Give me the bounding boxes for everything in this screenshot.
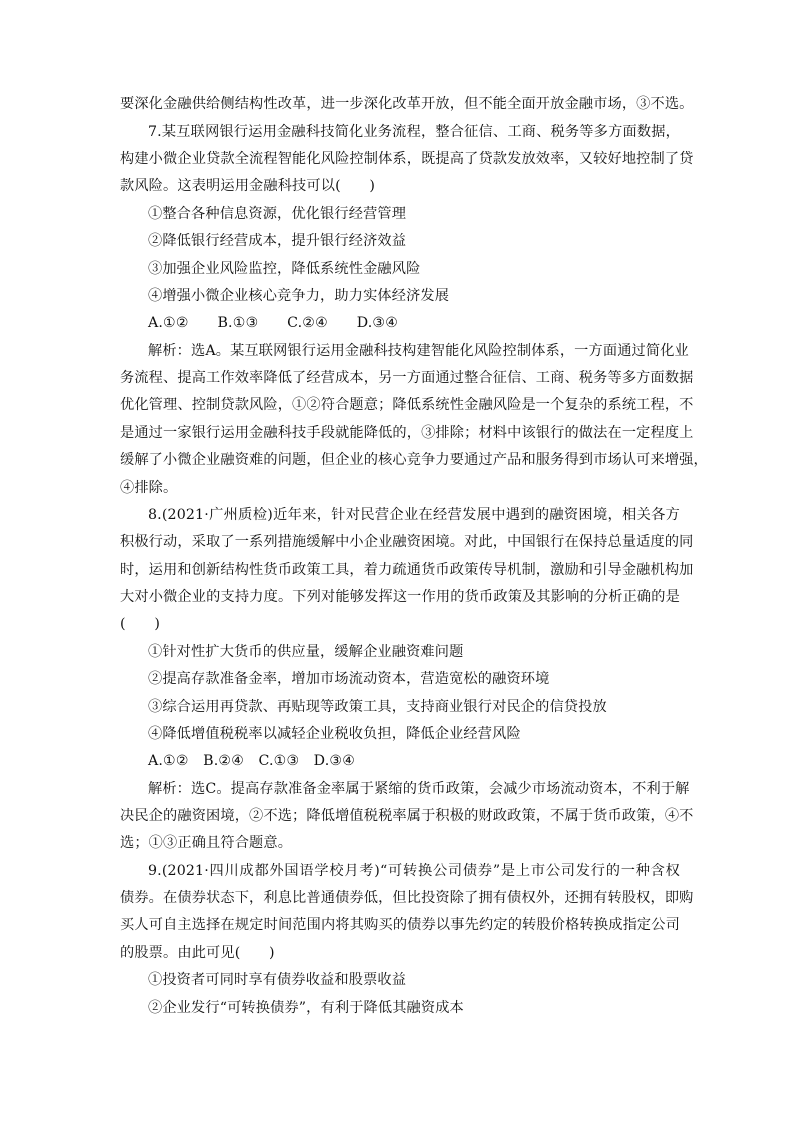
q7-analysis-line-6: ④排除。 <box>120 480 178 496</box>
q8-choices: A.①② B.②④ C.①③ D.③④ <box>148 753 356 769</box>
q8-stem-line-1: 8.(2021·广州质检)近年来，针对民营企业在经营发展中遇到的融资困境，相关各方 <box>148 507 680 523</box>
q7-option-2: ②降低银行经营成本，提升银行经济效益 <box>148 233 407 249</box>
q8-stem-line-4: 大对小微企业的支持力度。下列对能够发挥这一作用的货币政策及其影响的分析正确的是 <box>120 589 680 605</box>
q9-stem-line-2: 债券。在债券状态下，利息比普通债券低，但比投资除了拥有债权外，还拥有转股权，即购 <box>120 890 694 906</box>
q9-stem-line-1: 9.(2021·四川成都外国语学校月考)“可转换公司债券”是上市公司发行的一种含权 <box>148 863 680 879</box>
q7-option-3: ③加强企业风险监控，降低系统性金融风险 <box>148 261 421 277</box>
prev-analysis-line: 要深化金融供给侧结构性改革，进一步深化改革开放，但不能全面开放金融市场，③不选。 <box>120 96 694 112</box>
q8-option-1: ①针对性扩大货币的供应量，缓解企业融资难问题 <box>148 644 464 660</box>
q8-analysis-line-3: 选；①③正确且符合题意。 <box>120 835 293 851</box>
q7-analysis-line-3: 优化管理、控制贷款风险，①②符合题意；降低系统性金融风险是一个复杂的系统工程，不 <box>120 397 694 413</box>
q7-stem-line-2: 构建小微企业贷款全流程智能化风险控制体系，既提高了贷款发放效率，又较好地控制了贷 <box>120 151 694 167</box>
q9-option-1: ①投资者可同时享有债券收益和股票收益 <box>148 972 407 988</box>
q7-stem-line-3: 款风险。这表明运用金融科技可以( ) <box>120 178 376 194</box>
q7-analysis-line-2: 务流程、提高工作效率降低了经营成本，另一方面通过整合征信、工商、税务等多方面数据 <box>120 370 694 386</box>
q7-stem-line-1: 7.某互联网银行运用金融科技简化业务流程，整合征信、工商、税务等多方面数据， <box>148 124 680 140</box>
q7-option-1: ①整合各种信息资源，优化银行经营管理 <box>148 206 407 222</box>
q7-choices: A.①② B.①③ C.②④ D.③④ <box>148 315 399 331</box>
q7-analysis-line-4: 是通过一家银行运用金融科技手段就能降低的，③排除；材料中该银行的做法在一定程度上 <box>120 425 694 441</box>
q8-stem-line-2: 积极行动，采取了一系列措施缓解中小企业融资困境。对此，中国银行在保持总量适度的同 <box>120 534 694 550</box>
q8-option-3: ③综合运用再贷款、再贴现等政策工具，支持商业银行对民企的信贷投放 <box>148 699 607 715</box>
q8-option-4: ④降低增值税税率以减轻企业税收负担，降低企业经营风险 <box>148 726 521 742</box>
q9-stem-line-4: 的股票。由此可见( ) <box>120 945 275 961</box>
q8-stem-line-5: ( ) <box>120 616 161 632</box>
q8-option-2: ②提高存款准备金率，增加市场流动资本，营造宽松的融资环境 <box>148 671 550 687</box>
q7-option-4: ④增强小微企业核心竞争力，助力实体经济发展 <box>148 288 450 304</box>
q9-stem-line-3: 买人可自主选择在规定时间范围内将其购买的债券以事先约定的转股价格转换成指定公司 <box>120 917 680 933</box>
q7-analysis-line-1: 解析：选A。某互联网银行运用金融科技构建智能化风险控制体系，一方面通过简化业 <box>148 343 689 359</box>
q9-option-2: ②企业发行“可转换债券”，有利于降低其融资成本 <box>148 1000 464 1016</box>
q8-analysis-line-2: 决民企的融资困境，②不选；降低增值税税率属于积极的财政政策，不属于货币政策，④不 <box>120 808 694 824</box>
q8-stem-line-3: 时，运用和创新结构性货币政策工具，着力疏通货币政策传导机制，激励和引导金融机构加 <box>120 562 694 578</box>
q7-analysis-line-5: 缓解了小微企业融资难的问题，但企业的核心竞争力要通过产品和服务得到市场认可来增强， <box>120 452 708 468</box>
q8-analysis-line-1: 解析：选C。提高存款准备金率属于紧缩的货币政策，会减少市场流动资本，不利于解 <box>148 781 690 797</box>
